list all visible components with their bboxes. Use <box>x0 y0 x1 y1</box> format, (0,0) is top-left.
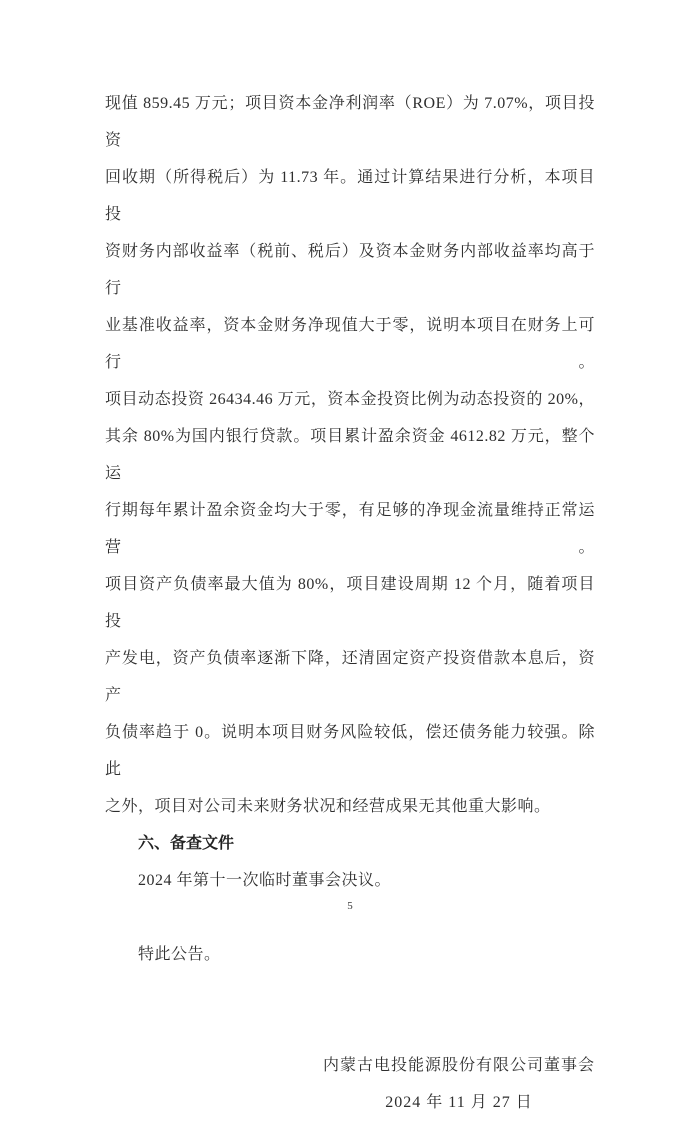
reference-document-line: 2024 年第十一次临时董事会决议。 <box>138 872 392 889</box>
body-paragraph-line: 资财务内部收益率（税前、税后）及资本金财务内部收益率均高于行 <box>105 243 595 297</box>
body-paragraph-line: 现值 859.45 万元；项目资本金净利润率（ROE）为 7.07%，项目投资 <box>105 95 595 149</box>
page-number: 5 <box>347 900 353 912</box>
document-content <box>105 85 595 1121</box>
body-paragraph-line: 项目资产负债率最大值为 80%，项目建设周期 12 个月，随着项目投 <box>105 576 595 630</box>
closing-line: 特此公告。 <box>138 946 221 963</box>
body-paragraph-line: 负债率趋于 0。说明本项目财务风险较低，偿还债务能力较强。除此 <box>105 724 595 778</box>
signature-company: 内蒙古电投能源股份有限公司董事会 <box>322 1057 595 1074</box>
body-paragraph-line: 行期每年累计盈余资金均大于零，有足够的净现金流量维持正常运营。 <box>105 502 595 556</box>
signature-date: 2024 年 11 月 27 日 <box>385 1094 533 1111</box>
body-paragraph-line: 业基准收益率，资本金财务净现值大于零，说明本项目在财务上可行。 <box>105 317 595 371</box>
signature-block <box>323 1047 595 1121</box>
body-paragraph-line: 产发电，资产负债率逐渐下降，还清固定资产投资借款本息后，资产 <box>105 650 595 704</box>
section-heading: 六、备查文件 <box>138 835 235 852</box>
body-paragraph-line: 其余 80%为国内银行贷款。项目累计盈余资金 4612.82 万元，整个运 <box>105 428 595 482</box>
body-paragraph-line: 项目动态投资 26434.46 万元，资本金投资比例为动态投资的 20%， <box>105 391 595 408</box>
body-paragraph-line: 回收期（所得税后）为 11.73 年。通过计算结果进行分析，本项目投 <box>105 169 595 223</box>
body-paragraph-line: 之外，项目对公司未来财务状况和经营成果无其他重大影响。 <box>105 798 551 815</box>
